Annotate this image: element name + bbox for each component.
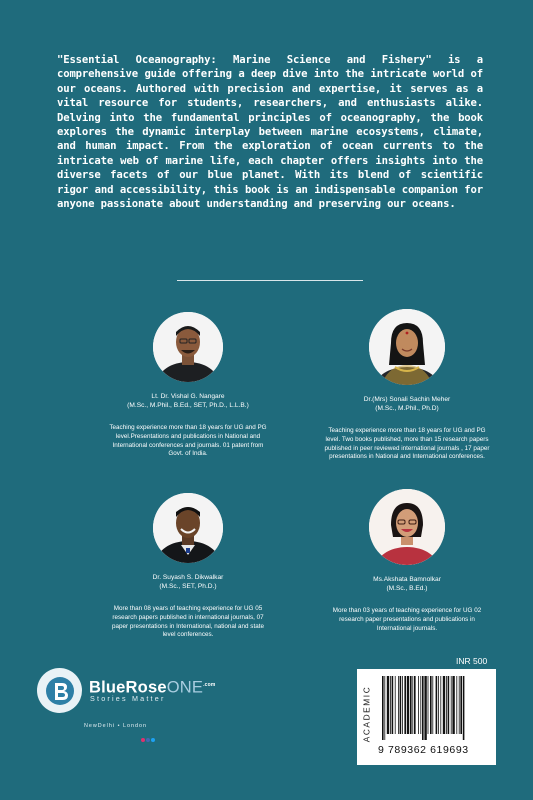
- publisher-tagline: Stories Matter: [90, 694, 166, 703]
- barcode-bar: [387, 676, 389, 734]
- author-name-2: Dr.(Mrs) Sonali Sachin Meher: [363, 396, 451, 403]
- category-text: ACADEMIC: [361, 685, 372, 743]
- twitter-icon: [151, 738, 155, 742]
- barcode-bar: [404, 676, 406, 734]
- brand-suffix-text: .com: [203, 682, 216, 688]
- author-qualifications-3: (M.Sc., SET, Ph.D.): [159, 583, 217, 590]
- social-icons: [141, 738, 155, 742]
- barcode-bar: [460, 676, 462, 734]
- barcode-bar: [412, 676, 413, 734]
- barcode-bar: [430, 676, 432, 734]
- author-card-3: [108, 493, 268, 640]
- barcode-bar: [390, 676, 391, 734]
- brand-main-text: BlueRose: [89, 678, 167, 697]
- author-photo-3: [153, 493, 223, 563]
- section-divider: [177, 280, 363, 281]
- author-name-4: Ms.Akshata Bamnolkar: [373, 576, 441, 583]
- author-card-1: [108, 312, 268, 459]
- author-photo-1: [153, 312, 223, 382]
- barcode-bar: [440, 676, 441, 734]
- barcode-bar: [422, 676, 424, 740]
- author-description-4: More than 03 years of teaching experience for UG 02 research paper presentations and publications in International journals.: [332, 607, 482, 632]
- barcode-bar: [402, 676, 403, 734]
- barcode-bar: [446, 676, 447, 734]
- barcode-bar: [410, 676, 412, 734]
- author-card-4: [322, 489, 492, 633]
- brand-accent-text: ONE: [166, 678, 204, 697]
- barcode-bar: [414, 676, 416, 734]
- barcode-bar: [420, 676, 421, 734]
- author-qualifications-4: (M.Sc., B.Ed.): [386, 585, 428, 592]
- barcode-bar: [424, 676, 426, 740]
- publisher-cities: NewDelhi • London: [84, 723, 147, 729]
- author-photo-4: [369, 489, 445, 565]
- isbn-barcode: [380, 676, 490, 740]
- author-photo-2: [369, 309, 445, 385]
- facebook-icon: [146, 738, 150, 742]
- publisher-logo: [37, 668, 237, 778]
- barcode-bar: [463, 676, 465, 740]
- barcode-bar: [452, 676, 454, 734]
- barcode-bar: [432, 676, 433, 734]
- barcode-bar: [438, 676, 439, 734]
- publisher-website: www.BlueRoseOne.com: [393, 757, 481, 765]
- bluerose-b-icon: [37, 668, 82, 713]
- barcode-bar: [407, 676, 409, 734]
- barcode-bar: [418, 676, 419, 734]
- barcode-bar: [436, 676, 438, 734]
- barcode-bar: [398, 676, 399, 734]
- barcode-bar: [384, 676, 385, 740]
- barcode-bar: [428, 676, 429, 734]
- author-description-2: Teaching experience more than 18 years for UG and PG level. Two books published, more than 15 research papers published in peer reviewed international journals , 17 paper presentations in National and International conferences.: [324, 427, 490, 461]
- barcode-bar: [392, 676, 394, 734]
- barcode-bar: [451, 676, 452, 734]
- barcode-bar: [400, 676, 402, 734]
- barcode-bar: [459, 676, 460, 734]
- barcode-bar: [395, 676, 396, 734]
- back-cover-blurb: "Essential Oceanography: Marine Science and Fishery" is a comprehensive guide offering a deep dive into the intricate world of our oceans. Authored with precision and expertise, it serves as a vital resource for students, researchers, and enthusiasts alike. Delving into the fundamental principles of oceanography, the book explores the dynamic interplay between marine ecosystems, climate, and human impact. From the exploration of ocean currents to the intricate web of marine life, each chapter offers insights into the diverse facets of our blue planet. With its blend of scientific rigor and accessibility, this book is an indispensable companion for anyone passionate about understanding and preserving our oceans.: [57, 54, 483, 211]
- author-description-3: More than 08 years of teaching experience for UG 05 research papers published in international journals, 07 paper presentations in International, national and state level conferences.: [112, 605, 264, 639]
- author-qualifications-1: (M.Sc., M.Phil., B.Ed., SET, Ph.D., L.L.B.): [127, 402, 249, 409]
- author-qualifications-2: (M.Sc., M.Phil., Ph.D): [375, 405, 439, 412]
- isbn-number: 9 789362 619693: [378, 744, 469, 756]
- author-name-3: Dr. Suyash S. Dikwalkar: [152, 574, 224, 581]
- instagram-icon: [141, 738, 145, 742]
- category-label: [357, 669, 376, 759]
- author-description-1: Teaching experience more than 18 years for UG and PG level.Presentations and publications in National and International conferences and journals. 01 patent from Govt. of India.: [109, 424, 267, 458]
- barcode-bar: [443, 676, 445, 734]
- price-label: INR 500: [456, 656, 488, 666]
- barcode-bar: [448, 676, 450, 734]
- barcode-bar: [456, 676, 457, 734]
- author-card-2: [322, 309, 492, 462]
- barcode-bar: [382, 676, 384, 740]
- author-name-1: Lt. Dr. Vishal G. Nangare: [151, 393, 225, 400]
